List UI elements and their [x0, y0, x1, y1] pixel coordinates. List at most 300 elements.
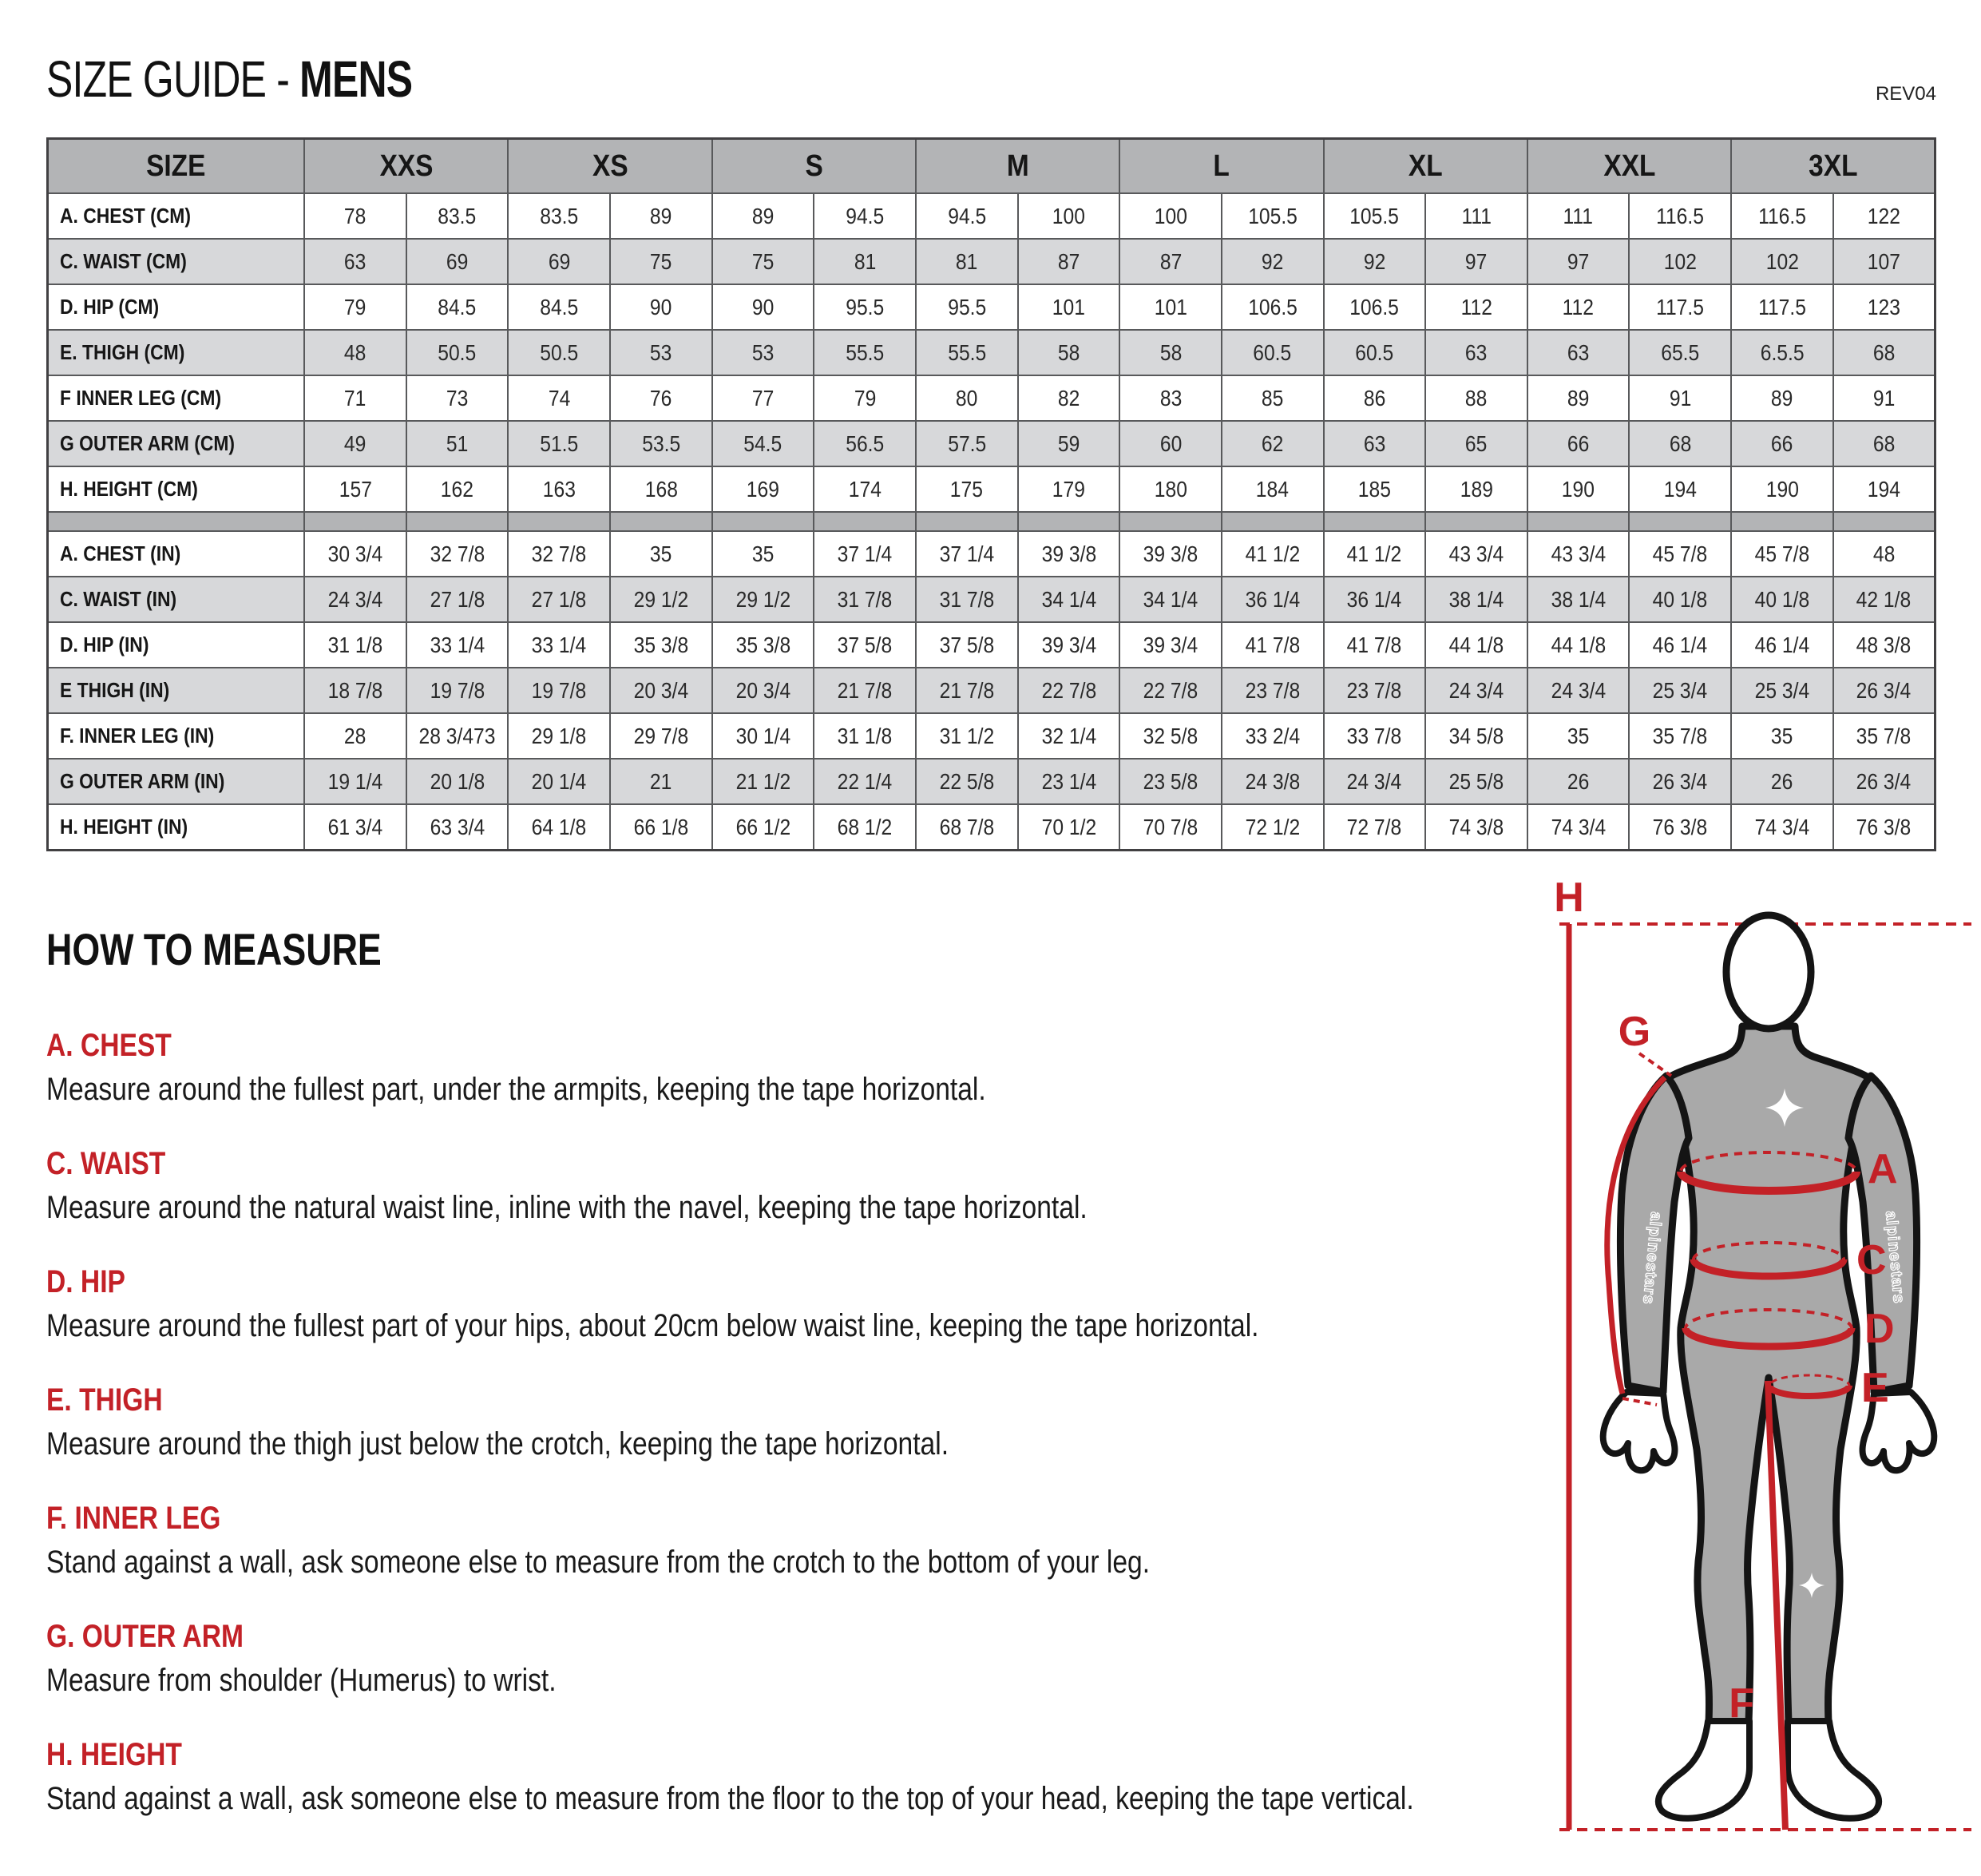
- table-cell: 23 7/8: [1222, 668, 1324, 713]
- table-cell: 71: [304, 375, 406, 421]
- row-label: H. HEIGHT (CM): [48, 466, 305, 512]
- page-title: [46, 50, 516, 109]
- row-label: E. THIGH (CM): [48, 330, 305, 375]
- measure-section-text: Measure around the natural waist line, inline with the navel, keeping the tape horizontal.: [46, 1190, 1088, 1225]
- table-cell: 106.5: [1222, 284, 1324, 330]
- table-cell: 111: [1527, 193, 1630, 239]
- table-cell: 175: [916, 466, 1018, 512]
- table-cell: 162: [406, 466, 509, 512]
- table-cell: 26 3/4: [1629, 759, 1731, 804]
- table-cell: 32 7/8: [508, 531, 610, 577]
- table-cell: 36 1/4: [1324, 577, 1426, 622]
- table-cell: 65.5: [1629, 330, 1731, 375]
- separator-cell: [814, 512, 916, 531]
- row-label: A. CHEST (CM): [48, 193, 305, 239]
- table-cell: 69: [406, 239, 509, 284]
- table-cell: 43 3/4: [1425, 531, 1527, 577]
- table-cell: 77: [712, 375, 814, 421]
- table-cell: 102: [1629, 239, 1731, 284]
- table-cell: 55.5: [916, 330, 1018, 375]
- measure-section-text: Measure around the fullest part, under the armpits, keeping the tape horizontal.: [46, 1072, 986, 1107]
- table-cell: 38 1/4: [1527, 577, 1630, 622]
- table-cell: 57.5: [916, 421, 1018, 466]
- separator-cell: [916, 512, 1018, 531]
- table-row: [48, 284, 1935, 330]
- table-cell: 39 3/4: [1119, 622, 1222, 668]
- row-label: F INNER LEG (CM): [48, 375, 305, 421]
- how-to-measure-section: [46, 923, 1547, 1855]
- table-cell: 101: [1119, 284, 1222, 330]
- column-header-xxl: XXL: [1527, 139, 1731, 194]
- measure-section-text: Measure around the fullest part of your hips, about 20cm below waist line, keeping the tape horizontal.: [46, 1308, 1259, 1343]
- table-cell: 89: [712, 193, 814, 239]
- table-cell: 60.5: [1222, 330, 1324, 375]
- column-header-size: SIZE: [48, 139, 305, 194]
- table-cell: 35: [1527, 713, 1630, 759]
- table-cell: 117.5: [1731, 284, 1833, 330]
- table-cell: 53.5: [610, 421, 712, 466]
- table-cell: 72 1/2: [1222, 804, 1324, 851]
- table-cell: 84.5: [406, 284, 509, 330]
- table-cell: 60.5: [1324, 330, 1426, 375]
- table-cell: 26 3/4: [1833, 668, 1935, 713]
- table-cell: 31 1/8: [814, 713, 916, 759]
- left-hand: [1603, 1392, 1675, 1470]
- table-cell: 40 1/8: [1731, 577, 1833, 622]
- table-cell: 83: [1119, 375, 1222, 421]
- table-cell: 23 1/4: [1018, 759, 1120, 804]
- table-cell: 27 1/8: [406, 577, 509, 622]
- row-label: H. HEIGHT (IN): [48, 804, 305, 851]
- table-cell: 190: [1527, 466, 1630, 512]
- row-label: C. WAIST (IN): [48, 577, 305, 622]
- measure-section-text: Measure around the thigh just below the crotch, keeping the tape horizontal.: [46, 1426, 949, 1462]
- measure-section: [46, 1264, 1547, 1344]
- table-cell: 19 1/4: [304, 759, 406, 804]
- diagram-label-inner-leg: F: [1729, 1680, 1754, 1727]
- row-label: F. INNER LEG (IN): [48, 713, 305, 759]
- measurement-diagram: [1545, 875, 1976, 1873]
- table-cell: 174: [814, 466, 916, 512]
- brand-wordmark-left-arm: alpinestars: [1638, 1211, 1666, 1306]
- table-cell: 22 1/4: [814, 759, 916, 804]
- table-cell: 90: [712, 284, 814, 330]
- table-cell: 35: [610, 531, 712, 577]
- table-cell: 76 3/8: [1629, 804, 1731, 851]
- table-cell: 54.5: [712, 421, 814, 466]
- table-cell: 33 1/4: [406, 622, 509, 668]
- table-cell: 20 3/4: [610, 668, 712, 713]
- table-cell: 101: [1018, 284, 1120, 330]
- table-row: [48, 330, 1935, 375]
- measure-section-title: F. INNER LEG: [46, 1501, 221, 1536]
- table-cell: 6.5.5: [1731, 330, 1833, 375]
- table-cell: 35 3/8: [610, 622, 712, 668]
- table-cell: 31 7/8: [916, 577, 1018, 622]
- table-cell: 25 3/4: [1731, 668, 1833, 713]
- table-cell: 168: [610, 466, 712, 512]
- table-row: [48, 622, 1935, 668]
- table-row: [48, 804, 1935, 851]
- table-cell: 37 5/8: [814, 622, 916, 668]
- table-cell: 34 5/8: [1425, 713, 1527, 759]
- table-cell: 169: [712, 466, 814, 512]
- table-cell: 97: [1527, 239, 1630, 284]
- table-cell: 66 1/8: [610, 804, 712, 851]
- table-cell: 86: [1324, 375, 1426, 421]
- table-cell: 74 3/8: [1425, 804, 1527, 851]
- table-cell: 83.5: [508, 193, 610, 239]
- separator-cell: [1425, 512, 1527, 531]
- table-cell: 41 7/8: [1222, 622, 1324, 668]
- table-cell: 45 7/8: [1731, 531, 1833, 577]
- table-cell: 180: [1119, 466, 1222, 512]
- measure-section: [46, 1146, 1547, 1226]
- table-cell: 88: [1425, 375, 1527, 421]
- table-cell: 185: [1324, 466, 1426, 512]
- table-cell: 27 1/8: [508, 577, 610, 622]
- row-label: G OUTER ARM (IN): [48, 759, 305, 804]
- table-cell: 22 7/8: [1119, 668, 1222, 713]
- table-cell: 94.5: [916, 193, 1018, 239]
- table-cell: 75: [712, 239, 814, 284]
- table-cell: 68: [1629, 421, 1731, 466]
- table-cell: 157: [304, 466, 406, 512]
- table-cell: 69: [508, 239, 610, 284]
- row-label: D. HIP (IN): [48, 622, 305, 668]
- separator-cell: [48, 512, 305, 531]
- table-cell: 22 5/8: [916, 759, 1018, 804]
- table-cell: 76: [610, 375, 712, 421]
- table-cell: 58: [1119, 330, 1222, 375]
- table-cell: 39 3/8: [1119, 531, 1222, 577]
- measure-section-title: C. WAIST: [46, 1146, 166, 1181]
- table-cell: 82: [1018, 375, 1120, 421]
- separator-cell: [1324, 512, 1426, 531]
- table-cell: 39 3/4: [1018, 622, 1120, 668]
- table-cell: 85: [1222, 375, 1324, 421]
- table-cell: 21: [610, 759, 712, 804]
- table-cell: 100: [1119, 193, 1222, 239]
- column-header-xxs: XXS: [304, 139, 508, 194]
- table-cell: 26: [1527, 759, 1630, 804]
- table-cell: 65: [1425, 421, 1527, 466]
- table-cell: 30 3/4: [304, 531, 406, 577]
- table-cell: 24 3/8: [1222, 759, 1324, 804]
- row-label: C. WAIST (CM): [48, 239, 305, 284]
- table-cell: 91: [1833, 375, 1935, 421]
- table-cell: 190: [1731, 466, 1833, 512]
- table-cell: 112: [1425, 284, 1527, 330]
- table-cell: 28: [304, 713, 406, 759]
- table-cell: 37 5/8: [916, 622, 1018, 668]
- table-cell: 79: [814, 375, 916, 421]
- table-cell: 73: [406, 375, 509, 421]
- table-cell: 75: [610, 239, 712, 284]
- table-cell: 105.5: [1324, 193, 1426, 239]
- body-silhouette: [1666, 1026, 1871, 1723]
- table-cell: 72 7/8: [1324, 804, 1426, 851]
- table-cell: 35 3/8: [712, 622, 814, 668]
- measure-section: [46, 1619, 1547, 1699]
- diagram-label-chest: A: [1868, 1146, 1898, 1192]
- table-cell: 80: [916, 375, 1018, 421]
- table-cell: 117.5: [1629, 284, 1731, 330]
- table-cell: 32 1/4: [1018, 713, 1120, 759]
- table-cell: 50.5: [406, 330, 509, 375]
- measure-section: [46, 1737, 1547, 1817]
- measure-section-text: Stand against a wall, ask someone else to measure from the floor to the top of your head, keeping the tape vertical.: [46, 1781, 1414, 1816]
- table-cell: 51: [406, 421, 509, 466]
- table-cell: 24 3/4: [304, 577, 406, 622]
- table-cell: 194: [1629, 466, 1731, 512]
- table-cell: 87: [1018, 239, 1120, 284]
- table-cell: 81: [814, 239, 916, 284]
- measure-section-title: G. OUTER ARM: [46, 1619, 244, 1654]
- table-cell: 89: [1731, 375, 1833, 421]
- table-cell: 74 3/4: [1527, 804, 1630, 851]
- table-cell: 90: [610, 284, 712, 330]
- table-cell: 32 7/8: [406, 531, 509, 577]
- table-cell: 63: [1324, 421, 1426, 466]
- table-cell: 22 7/8: [1018, 668, 1120, 713]
- table-cell: 21 1/2: [712, 759, 814, 804]
- table-cell: 89: [1527, 375, 1630, 421]
- table-row: [48, 531, 1935, 577]
- table-cell: 97: [1425, 239, 1527, 284]
- table-cell: 48: [1833, 531, 1935, 577]
- table-cell: 68 7/8: [916, 804, 1018, 851]
- table-cell: 87: [1119, 239, 1222, 284]
- column-header-m: M: [916, 139, 1119, 194]
- table-row: [48, 466, 1935, 512]
- table-row: [48, 193, 1935, 239]
- separator-cell: [1222, 512, 1324, 531]
- measure-section-title: A. CHEST: [46, 1028, 172, 1063]
- diagram-label-waist: C: [1856, 1237, 1887, 1283]
- table-cell: 70 7/8: [1119, 804, 1222, 851]
- table-cell: 43 3/4: [1527, 531, 1630, 577]
- table-cell: 40 1/8: [1629, 577, 1731, 622]
- table-cell: 29 1/2: [712, 577, 814, 622]
- table-cell: 21 7/8: [814, 668, 916, 713]
- table-row: [48, 239, 1935, 284]
- separator-cell: [1018, 512, 1120, 531]
- table-cell: 62: [1222, 421, 1324, 466]
- table-cell: 66: [1527, 421, 1630, 466]
- table-cell: 26: [1731, 759, 1833, 804]
- separator-cell: [712, 512, 814, 531]
- measure-section-text: Stand against a wall, ask someone else to measure from the crotch to the bottom of your leg.: [46, 1545, 1151, 1580]
- separator-cell: [508, 512, 610, 531]
- table-cell: 39 3/8: [1018, 531, 1120, 577]
- table-cell: 24 3/4: [1324, 759, 1426, 804]
- table-cell: 31 7/8: [814, 577, 916, 622]
- table-row: [48, 713, 1935, 759]
- table-cell: 58: [1018, 330, 1120, 375]
- how-to-measure-heading: HOW TO MEASURE: [46, 924, 382, 974]
- table-cell: 25 5/8: [1425, 759, 1527, 804]
- brand-wordmark-right-arm: alpinestars: [1881, 1210, 1908, 1305]
- table-cell: 63 3/4: [406, 804, 509, 851]
- size-table-header-row: [48, 139, 1935, 194]
- table-cell: 91: [1629, 375, 1731, 421]
- table-cell: 31 1/8: [304, 622, 406, 668]
- head: [1726, 915, 1811, 1029]
- table-cell: 49: [304, 421, 406, 466]
- measure-section-title: D. HIP: [46, 1264, 125, 1299]
- table-cell: 26 3/4: [1833, 759, 1935, 804]
- table-cell: 20 1/8: [406, 759, 509, 804]
- page-title-gender: MENS: [299, 50, 413, 108]
- table-cell: 102: [1731, 239, 1833, 284]
- table-cell: 37 1/4: [814, 531, 916, 577]
- table-cell: 33 2/4: [1222, 713, 1324, 759]
- table-cell: 95.5: [814, 284, 916, 330]
- size-table: [46, 137, 1936, 851]
- table-cell: 41 7/8: [1324, 622, 1426, 668]
- diagram-label-outer-arm: G: [1618, 1009, 1651, 1055]
- table-cell: 33 7/8: [1324, 713, 1426, 759]
- table-cell: 83.5: [406, 193, 509, 239]
- table-cell: 79: [304, 284, 406, 330]
- table-cell: 74 3/4: [1731, 804, 1833, 851]
- table-cell: 24 3/4: [1527, 668, 1630, 713]
- table-cell: 21 7/8: [916, 668, 1018, 713]
- table-cell: 116.5: [1731, 193, 1833, 239]
- measure-section-text: Measure from shoulder (Humerus) to wrist.: [46, 1663, 557, 1698]
- table-cell: 35: [712, 531, 814, 577]
- separator-cell: [406, 512, 509, 531]
- table-cell: 41 1/2: [1222, 531, 1324, 577]
- table-cell: 44 1/8: [1527, 622, 1630, 668]
- table-cell: 112: [1527, 284, 1630, 330]
- table-cell: 20 3/4: [712, 668, 814, 713]
- column-header-s: S: [712, 139, 916, 194]
- table-cell: 29 1/2: [610, 577, 712, 622]
- table-cell: 63: [1527, 330, 1630, 375]
- table-cell: 34 1/4: [1018, 577, 1120, 622]
- table-cell: 184: [1222, 466, 1324, 512]
- table-cell: 25 3/4: [1629, 668, 1731, 713]
- diagram-label-hip: D: [1864, 1306, 1895, 1352]
- row-label: D. HIP (CM): [48, 284, 305, 330]
- table-cell: 28 3/473: [406, 713, 509, 759]
- table-cell: 76 3/8: [1833, 804, 1935, 851]
- measure-section: [46, 1501, 1547, 1581]
- column-header-l: L: [1119, 139, 1323, 194]
- table-cell: 106.5: [1324, 284, 1426, 330]
- table-cell: 29 1/8: [508, 713, 610, 759]
- table-cell: 78: [304, 193, 406, 239]
- table-cell: 111: [1425, 193, 1527, 239]
- row-label: E THIGH (IN): [48, 668, 305, 713]
- row-label: G OUTER ARM (CM): [48, 421, 305, 466]
- table-cell: 61 3/4: [304, 804, 406, 851]
- table-cell: 42 1/8: [1833, 577, 1935, 622]
- table-cell: 66: [1731, 421, 1833, 466]
- table-cell: 122: [1833, 193, 1935, 239]
- table-cell: 84.5: [508, 284, 610, 330]
- table-cell: 68: [1833, 421, 1935, 466]
- row-label: A. CHEST (IN): [48, 531, 305, 577]
- table-cell: 189: [1425, 466, 1527, 512]
- table-cell: 35 7/8: [1629, 713, 1731, 759]
- table-cell: 46 1/4: [1731, 622, 1833, 668]
- column-header-3xl: 3XL: [1731, 139, 1935, 194]
- table-cell: 60: [1119, 421, 1222, 466]
- separator-cell: [304, 512, 406, 531]
- revision-label: REV04: [1875, 83, 1936, 105]
- table-cell: 35 7/8: [1833, 713, 1935, 759]
- table-cell: 95.5: [916, 284, 1018, 330]
- column-header-xl: XL: [1324, 139, 1527, 194]
- measure-section-title: E. THIGH: [46, 1382, 163, 1418]
- table-cell: 68: [1833, 330, 1935, 375]
- table-cell: 64 1/8: [508, 804, 610, 851]
- diagram-label-thigh: E: [1861, 1365, 1889, 1411]
- separator-cell: [1527, 512, 1630, 531]
- table-cell: 81: [916, 239, 1018, 284]
- table-cell: 105.5: [1222, 193, 1324, 239]
- measure-section: [46, 1028, 1547, 1108]
- table-cell: 70 1/2: [1018, 804, 1120, 851]
- table-cell: 38 1/4: [1425, 577, 1527, 622]
- table-row: [48, 375, 1935, 421]
- table-cell: 63: [1425, 330, 1527, 375]
- table-cell: 19 7/8: [406, 668, 509, 713]
- table-cell: 123: [1833, 284, 1935, 330]
- table-cell: 89: [610, 193, 712, 239]
- table-cell: 32 5/8: [1119, 713, 1222, 759]
- separator-cell: [610, 512, 712, 531]
- table-cell: 30 1/4: [712, 713, 814, 759]
- table-cell: 48 3/8: [1833, 622, 1935, 668]
- separator-cell: [1119, 512, 1222, 531]
- table-cell: 59: [1018, 421, 1120, 466]
- table-cell: 53: [610, 330, 712, 375]
- how-to-measure-list: [46, 1028, 1547, 1817]
- table-cell: 34 1/4: [1119, 577, 1222, 622]
- table-cell: 19 7/8: [508, 668, 610, 713]
- table-cell: 44 1/8: [1425, 622, 1527, 668]
- table-cell: 53: [712, 330, 814, 375]
- right-foot: [1788, 1721, 1879, 1818]
- table-cell: 56.5: [814, 421, 916, 466]
- table-cell: 41 1/2: [1324, 531, 1426, 577]
- table-cell: 18 7/8: [304, 668, 406, 713]
- separator-cell: [1833, 512, 1935, 531]
- table-cell: 29 7/8: [610, 713, 712, 759]
- separator-cell: [1629, 512, 1731, 531]
- table-cell: 179: [1018, 466, 1120, 512]
- table-cell: 20 1/4: [508, 759, 610, 804]
- table-cell: 24 3/4: [1425, 668, 1527, 713]
- table-cell: 194: [1833, 466, 1935, 512]
- table-cell: 100: [1018, 193, 1120, 239]
- table-cell: 74: [508, 375, 610, 421]
- column-header-xs: XS: [508, 139, 711, 194]
- table-cell: 116.5: [1629, 193, 1731, 239]
- table-cell: 66 1/2: [712, 804, 814, 851]
- table-cell: 92: [1324, 239, 1426, 284]
- table-cell: 94.5: [814, 193, 916, 239]
- diagram-label-height: H: [1554, 875, 1584, 921]
- separator-cell: [1731, 512, 1833, 531]
- table-cell: 92: [1222, 239, 1324, 284]
- table-cell: 163: [508, 466, 610, 512]
- table-row: [48, 759, 1935, 804]
